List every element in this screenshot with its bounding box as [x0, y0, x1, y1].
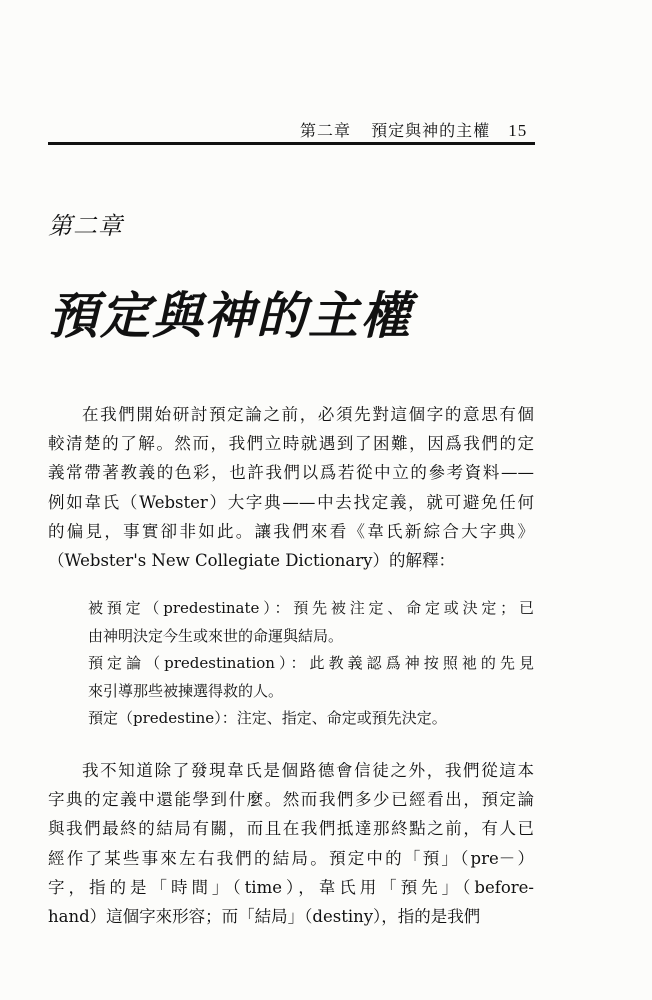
paragraph-line: 字典的定義中還能學到什麼。然而我們多少已經看出，預定論 — [48, 790, 534, 810]
running-header-chapter: 第二章 — [300, 121, 352, 140]
paragraph-line: 與我們最終的結局有關，而且在我們抵達那終點之前，有人已 — [48, 819, 534, 839]
paragraph-line: 在我們開始研討預定論之前，必須先對這個字的意思有個 — [82, 405, 534, 424]
paragraph-line: 義常帶著教義的色彩，也許我們以爲若從中立的參考資料—— — [48, 463, 534, 483]
running-header — [300, 118, 530, 141]
running-header-title: 預定與神的主權 — [371, 121, 491, 140]
paragraph-line: 例如韋氏（Webster）大字典——中去找定義，就可避免任何 — [48, 492, 534, 512]
definition-line: 被預定（predestinate）：預先被注定、命定或決定；已 — [88, 599, 534, 617]
definition-line: 來引導那些被揀選得救的人。 — [88, 681, 284, 700]
paragraph-line: 的偏見，事實卻非如此。讓我們來看《韋氏新綜合大字典》 — [48, 521, 534, 541]
page-number: 15 — [508, 121, 528, 140]
paragraph-2 — [48, 756, 534, 931]
paragraph-line: 字，指的是「時間」（time），韋氏用「預先」（before- — [48, 877, 534, 897]
paragraph-line: hand）這個字來形容；而「結局」（destiny），指的是我們 — [48, 907, 481, 927]
paragraph-1 — [48, 400, 534, 575]
definition-line: 預定（predestine）：注定、指定、命定或預先決定。 — [88, 709, 447, 727]
paragraph-line: 經作了某些事來左右我們的結局。預定中的「預」（pre－） — [48, 848, 534, 868]
header-rule — [48, 142, 535, 145]
paragraph-line: 較清楚的了解。然而，我們立時就遇到了困難，因爲我們的定 — [48, 434, 534, 454]
chapter-title: 預定與神的主權 — [48, 286, 412, 345]
dictionary-definitions — [88, 595, 534, 733]
paragraph-line: 我不知道除了發現韋氏是個路德會信徒之外，我們從這本 — [82, 761, 534, 780]
chapter-label: 第二章 — [48, 212, 123, 240]
definition-line: 預定論（predestination）：此教義認爲神按照祂的先見 — [88, 654, 534, 672]
definition-line: 由神明決定今生或來世的命運與結局。 — [88, 626, 344, 645]
paragraph-line: （Webster's New Collegiate Dictionary）的解釋： — [48, 551, 455, 571]
